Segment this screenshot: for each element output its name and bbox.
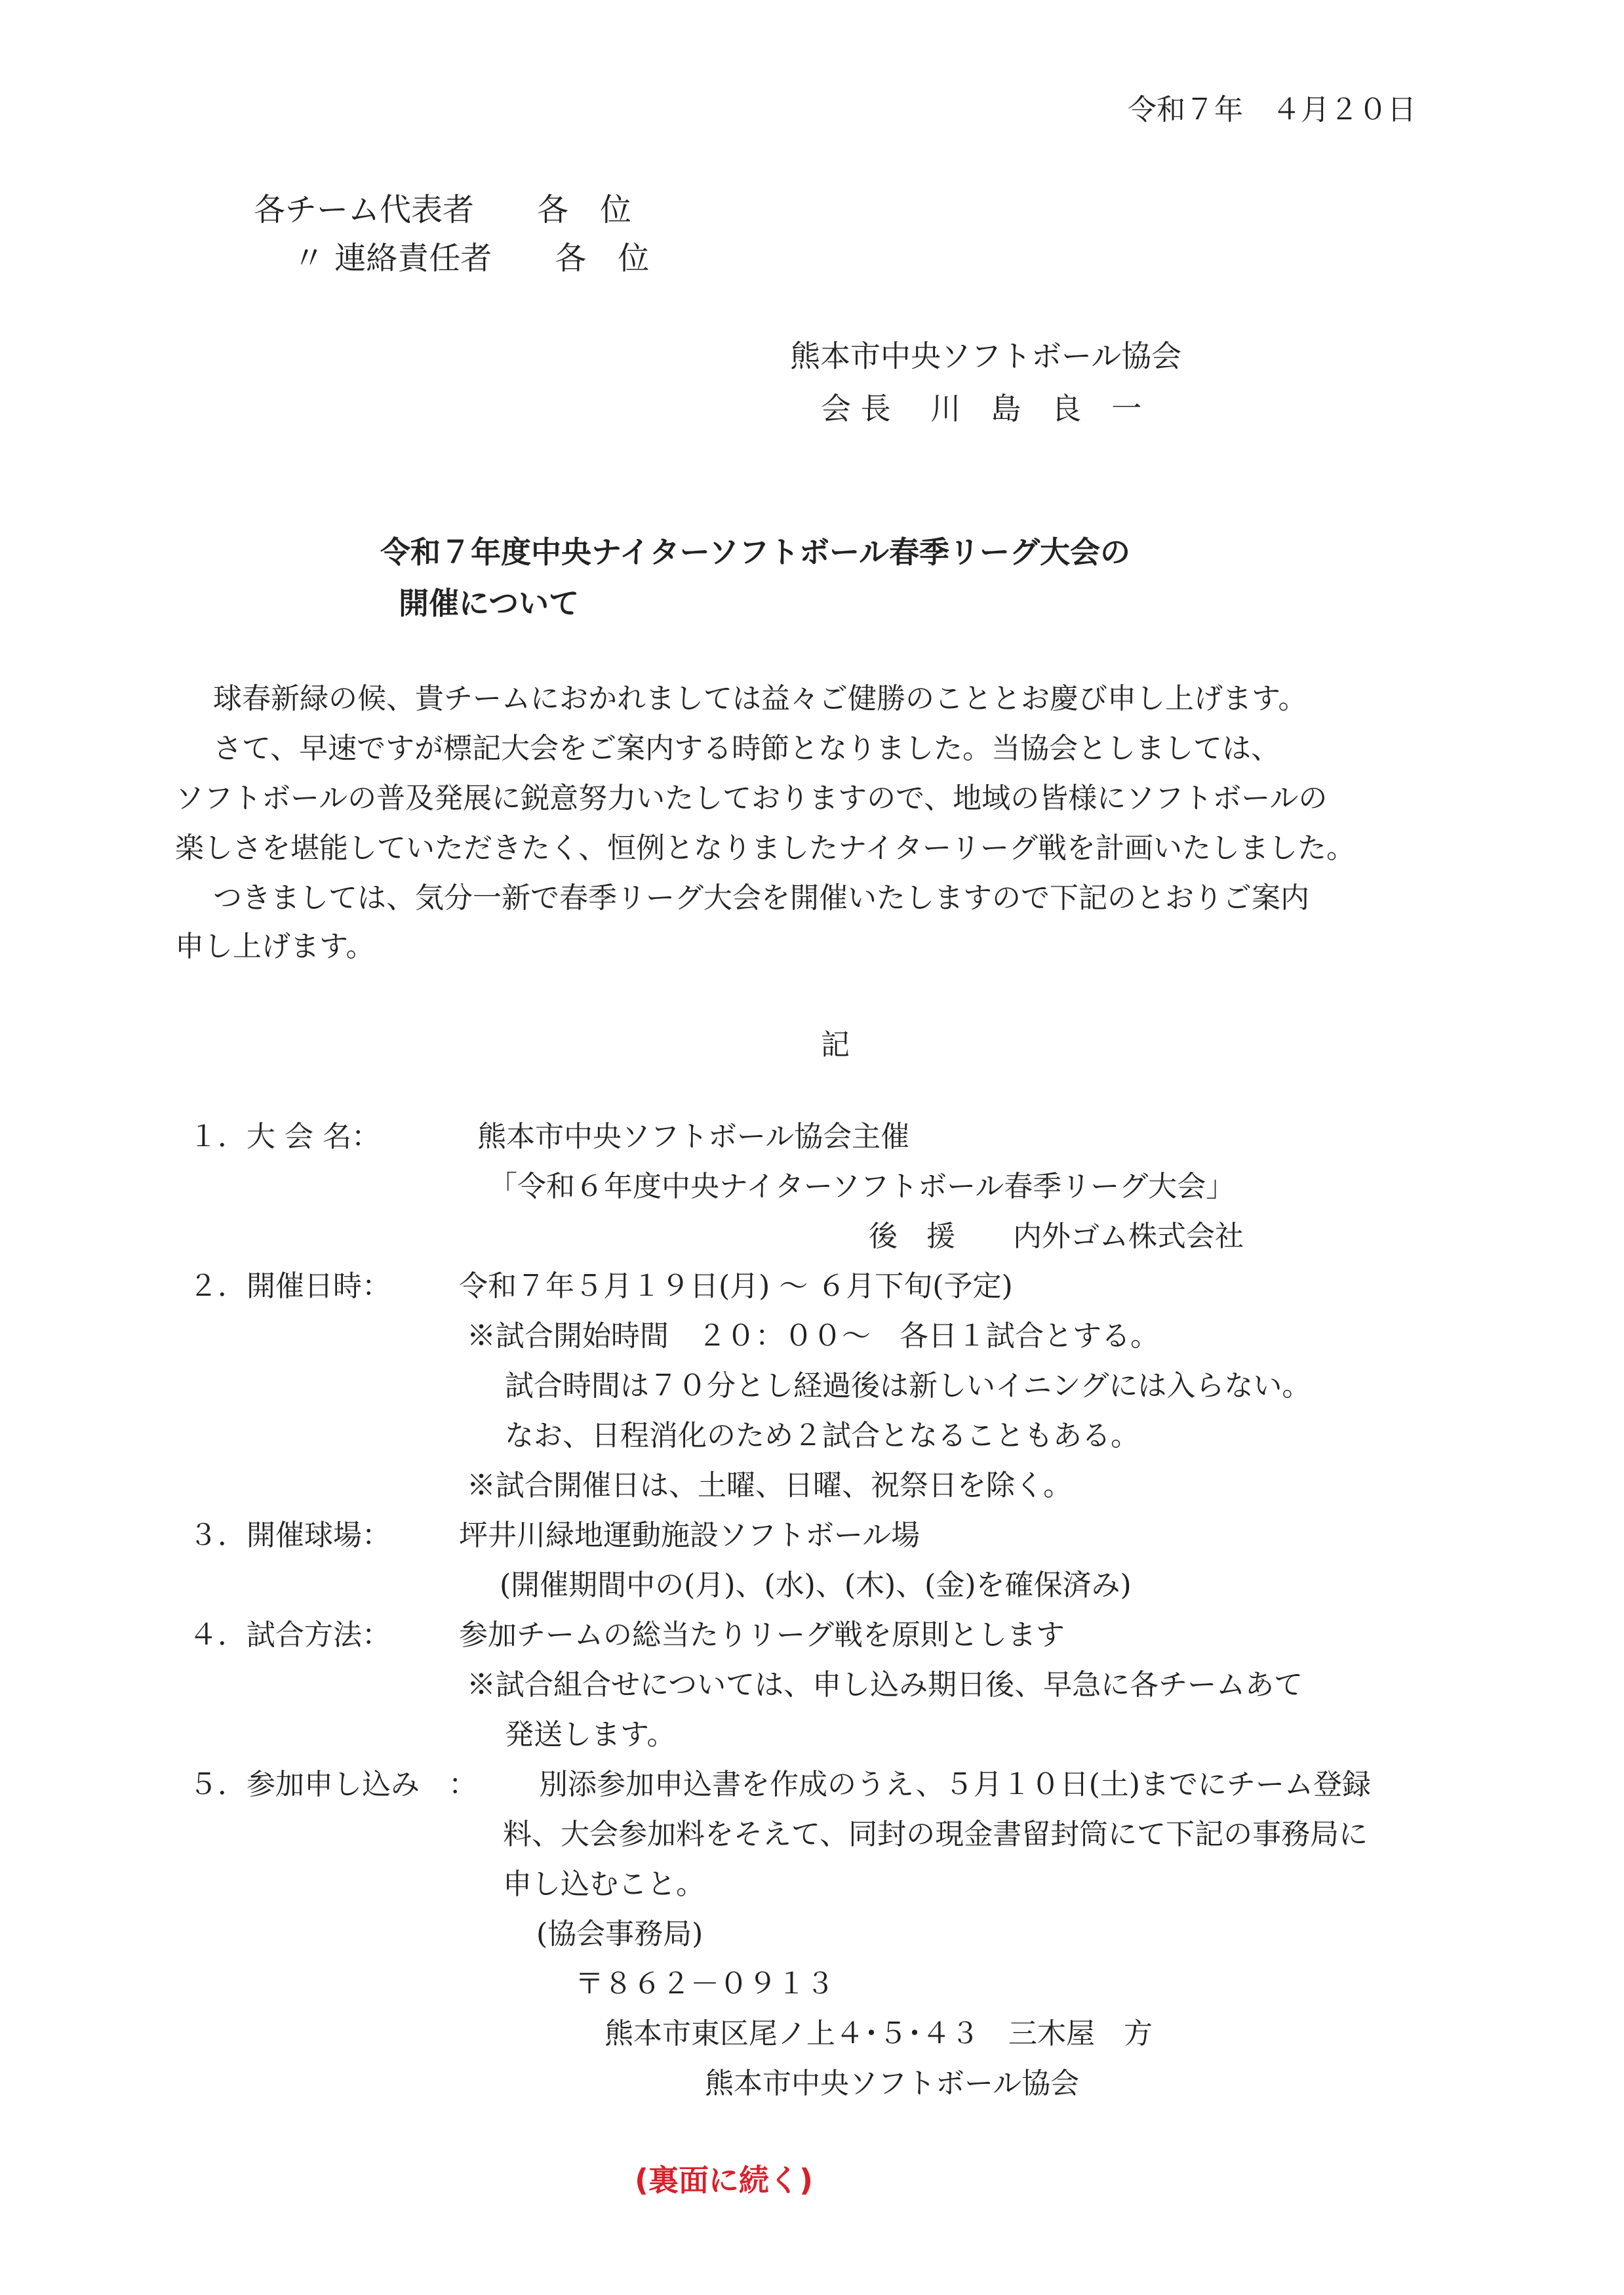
body-line-5: つきましては、気分一新で春季リーグ大会を開催いたしますので下記のとおりご案内 [213,881,1309,915]
item-4-line-2: ※試合組合せについては、申し込み期日後、早急に各チームあて [467,1668,1303,1702]
item-5-line-1: 別添参加申込書を作成のうえ、５月１０日(土)までにチーム登録 [539,1768,1371,1801]
item-2-line-1: 令和７年５月１９日(月) ～ ６月下旬(予定) [459,1269,1013,1303]
document-date: 令和７年 ４月２０日 [1128,93,1416,127]
office-postal-code: 〒８６２－０９１３ [575,1967,835,2001]
item-2-line-2: ※試合開始時間 ２０：００～ 各日１試合とする。 [467,1319,1159,1353]
sender-organization: 熊本市中央ソフトボール協会 [790,338,1182,374]
item-4-line-1: 参加チームの総当たりリーグ戦を原則とします [459,1618,1065,1652]
continued-notice: (裏面に続く) [635,2163,814,2198]
body-line-3: ソフトボールの普及発展に鋭意努力いたしておりますので、地域の皆様にソフトボールの [175,782,1328,815]
item-3-line-1: 坪井川緑地運動施設ソフトボール場 [459,1519,921,1552]
item-3-label: ３．開催球場： [189,1519,391,1552]
recipient-representatives: 各チーム代表者 各 位 [254,191,632,228]
item-1-line-2: 「令和６年度中央ナイターソフトボール春季リーグ大会」 [488,1170,1235,1203]
office-heading: (協会事務局) [536,1917,703,1951]
body-line-1: 球春新緑の候、貴チームにおかれましては益々ご健勝のこととお慶び申し上げます。 [213,682,1307,715]
body-line-4: 楽しさを堪能していただきたく、恒例となりましたナイターリーグ戦を計画いたしました。 [175,831,1356,865]
item-2-label: ２．開催日時： [189,1269,391,1303]
body-line-6: 申し上げます。 [175,930,375,963]
item-5-line-2: 料、大会参加料をそえて、同封の現金書留封筒にて下記の事務局に [503,1818,1368,1851]
item-5-line-3: 申し込むこと。 [503,1867,705,1901]
office-name: 熊本市中央ソフトボール協会 [705,2067,1080,2100]
item-4-line-3: 発送します。 [505,1718,676,1751]
item-1-label: １．大 会 名： [189,1120,380,1153]
body-line-2: さて、早速ですが標記大会をご案内する時節となりました。当協会としましては、 [213,732,1280,765]
subject-line-2: 開催について [399,586,580,621]
item-2-line-5: ※試合開催日は、土曜、日曜、祝祭日を除く。 [467,1469,1073,1502]
recipient-contacts: 〃 連絡責任者 各 位 [293,240,650,277]
item-1-line-3: 後 援 内外ゴム株式会社 [869,1220,1244,1253]
item-3-line-2: (開催期間中の(月)、(水)、(木)、(金)を確保済み) [500,1568,1132,1602]
item-5-label: ５．参加申し込み ： [189,1768,477,1801]
office-address: 熊本市東区尾ノ上４･５･４３ 三木屋 方 [604,2017,1153,2050]
item-2-line-4: なお、日程消化のため２試合となることもある。 [505,1419,1139,1452]
ki-heading: 記 [821,1028,850,1062]
item-1-line-1: 熊本市中央ソフトボール協会主催 [477,1120,910,1153]
item-4-label: ４．試合方法： [189,1618,391,1652]
subject-line-1: 令和７年度中央ナイターソフトボール春季リーグ大会の [380,534,1131,570]
item-2-line-3: 試合時間は７０分とし経過後は新しいイニングには入らない。 [505,1369,1311,1403]
sender-name: 会 長 川 島 良 一 [821,391,1142,426]
